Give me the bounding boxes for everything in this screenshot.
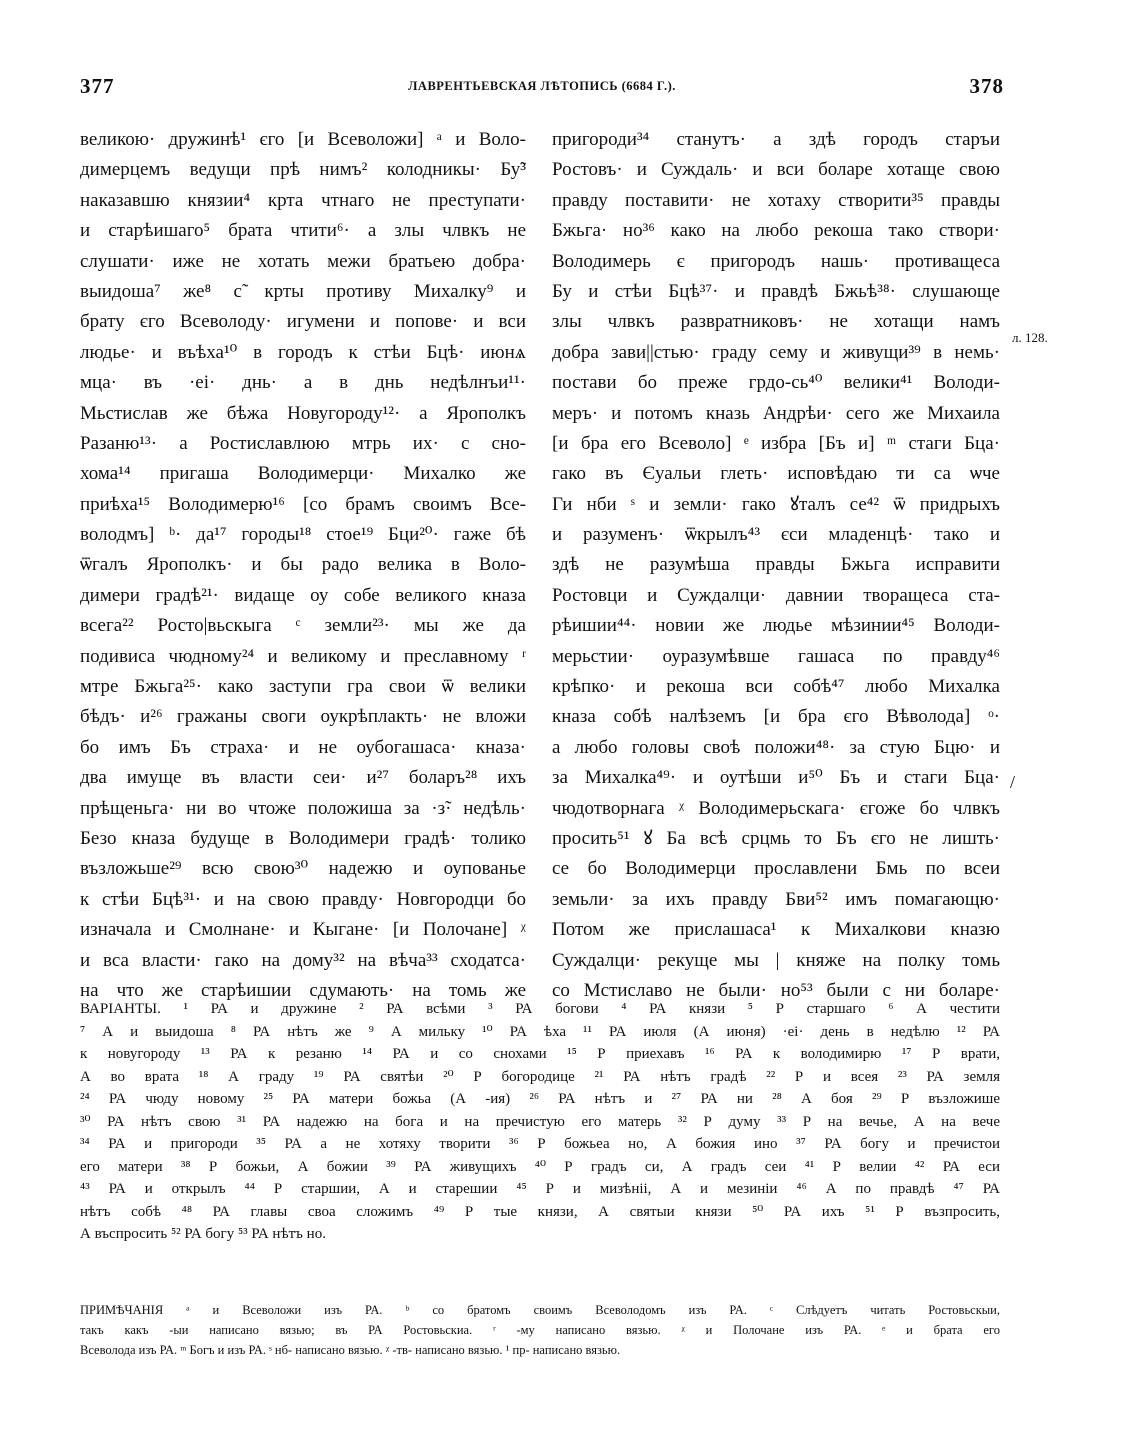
text-line: и вса власти· гако на дому³² на вѣча³³ сходатса· bbox=[80, 949, 526, 971]
text-line: Ростовъ· и Суждаль· и вси боларе хотаще свою bbox=[552, 159, 1000, 181]
text-line: мерьстии· оуразумѣвше гашаса по правду⁴⁶ bbox=[552, 645, 1000, 667]
text-line: меръ· и потомъ кназь Андрѣи· сего же Михаила bbox=[552, 402, 1000, 424]
text-line: наказавшю князии⁴ крта чтнаго не преступати· bbox=[80, 189, 526, 211]
text-line: гако въ Єуальи глеть· исповѣдаю ти са ѡче bbox=[552, 463, 1000, 485]
variant-line: ³⁰ РА нѣтъ свою ³¹ РА надежю на бога и на пречистую его матерь ³² Р думу ³³ Р на вечье, А на вече bbox=[80, 1113, 1000, 1130]
text-line: кназа собѣ налѣземъ [и бра єго Вѣволода] ᵒ· bbox=[552, 706, 1000, 728]
text-line: прѣщеньга· ни во чтоже положиша за ·з̃· недѣль· bbox=[80, 797, 526, 819]
text-line: ѿгалъ Ярополкъ· и бы радо велика в Воло- bbox=[80, 554, 526, 576]
page-number-left: 377 bbox=[80, 74, 115, 98]
text-line: здѣ не разумѣша правды Бжьга исправити bbox=[552, 554, 1000, 576]
text-line: хома¹⁴ пригаша Володимерци· Михалко же bbox=[80, 463, 526, 485]
margin-mark: / bbox=[1010, 772, 1016, 792]
text-line: выидоша⁷ же⁸ с̃ крты противу Михалку⁹ и bbox=[80, 280, 526, 302]
editorial-notes bbox=[80, 1300, 1000, 1360]
text-line: слушати· иже не хотать межи братьею добра· bbox=[80, 250, 526, 272]
right-text-column bbox=[552, 125, 1000, 1006]
text-line: земьли· за ихъ правду Бви⁵² имъ помагающю· bbox=[552, 888, 1000, 910]
text-line: володмъ] ᵇ· да¹⁷ городы¹⁸ стое¹⁹ Бци²⁰· гаже бѣ bbox=[80, 524, 526, 546]
variant-line: А въспросить ⁵² РА богу ⁵³ РА нѣтъ но. bbox=[80, 1226, 326, 1242]
text-line: Бу и стѣи Бцѣ³⁷· и правдѣ Бжьѣ³⁸· слушающе bbox=[552, 280, 1000, 302]
text-line: со Мстиславо не были· но⁵³ были с ни боларе· bbox=[552, 979, 1000, 1001]
text-line: Разаню¹³· а Ростиславлюю мтрь их· с сно- bbox=[80, 432, 526, 454]
text-line: просить⁵¹ ꙋ Ба всѣ срцмь то Бъ єго не лишть· bbox=[552, 827, 1000, 849]
text-line: изначала и Смолнане· и Кыгане· [и Полочане] ᵡ bbox=[80, 919, 526, 941]
text-line: добра зави||стью· граду сему и живущи³⁹ в немь· bbox=[552, 341, 1000, 363]
text-line: подивиса чюдному²⁴ и великому и преславному ʳ bbox=[80, 645, 526, 667]
text-line: к стѣи Бцѣ³¹· и на свою правду· Новгородци бо bbox=[80, 888, 526, 910]
text-line: [и бра его Всеволо] ᵉ избра [Бъ и] ᵐ стаги Бца· bbox=[552, 432, 1000, 454]
text-line: пригороди³⁴ станутъ· а здѣ городъ старъи bbox=[552, 129, 1000, 150]
text-line: се бо Володимерци прославлени Бмь по всеи bbox=[552, 858, 1000, 880]
text-line: мца· въ ·еі· днь· а в днь недѣлнъи¹¹· bbox=[80, 372, 526, 394]
variant-line: ³⁴ РА и пригороди ³⁵ РА а не хотяху творити ³⁶ Р божьеа но, А божия ино ³⁷ РА богу и пречистои bbox=[80, 1136, 1000, 1152]
text-line: димерцемъ ведущи прѣ нимъ² колодникы· Бу̃³ bbox=[80, 159, 526, 181]
text-line: димери градѣ²¹· видаще оу собе великого кназа bbox=[80, 584, 526, 606]
variant-line: ⁷ А и выидоша ⁸ РА нѣтъ же ⁹ А мильку ¹⁰ РА ѣха ¹¹ РА июля (А июня) ·еі· день в недѣлю ¹² РА bbox=[80, 1023, 1000, 1040]
variant-line: А во врата ¹⁸ А граду ¹⁹ РА святѣи ²⁰ Р богородице ²¹ РА нѣтъ градѣ ²² Р и всея ²³ РА земля bbox=[80, 1068, 1000, 1085]
text-line: людье· и въѣха¹⁰ в городъ к стѣи Бцѣ· июнѧ bbox=[80, 341, 526, 363]
text-line: постави бо преже грдо-сь⁴⁰ велики⁴¹ Володи- bbox=[552, 372, 1000, 394]
text-line: злы члвкъ развратниковъ· не хотащи намъ bbox=[552, 311, 1000, 333]
text-line: Володимерь є пригородъ нашь· противащеса bbox=[552, 250, 1000, 272]
text-line: Ги нби ˢ и земли· гако ꙋталъ се⁴² ѿ придрыхъ bbox=[552, 493, 1000, 515]
note-line: такъ какъ -ыи написано вязью; въ РА Ростовьскиа. ʳ -му написано вязью. ᵡ и Полочане изъ РА. ᵉ и брата его bbox=[80, 1323, 1000, 1337]
margin-leaf-note: л. 128. bbox=[1012, 330, 1048, 345]
left-text-column bbox=[80, 125, 526, 1006]
text-line: Суждалци· рекуще мы | княже на полку томь bbox=[552, 949, 1000, 971]
text-line: на что же старѣишии сдумають· на томь же bbox=[80, 979, 526, 1001]
variants-apparatus bbox=[80, 998, 1000, 1246]
text-line: великою· дружинѣ¹ єго [и Всеволожи] ᵃ и Воло- bbox=[80, 129, 526, 150]
text-line: крѣпко· и рекоша вси собѣ⁴⁷ любо Михалка bbox=[552, 676, 1000, 698]
text-line: два имуще въ власти сеи· и²⁷ боларъ²⁸ ихъ bbox=[80, 767, 526, 789]
text-line: Мьстислав же бѣжа Новугороду¹²· а Ярополкъ bbox=[80, 402, 526, 424]
text-line: брату єго Всеволоду· игумени и попове· и вси bbox=[80, 311, 526, 333]
variant-line: к новугороду ¹³ РА к резаню ¹⁴ РА и со снохами ¹⁵ Р приехавъ ¹⁶ РА к володимирю ¹⁷ Р врати, bbox=[80, 1046, 1000, 1062]
page-number-right: 378 bbox=[969, 74, 1004, 98]
text-line: бо имъ Бъ страха· и не оубогашаса· кназа· bbox=[80, 736, 526, 758]
variant-line: ⁴³ РА и открылъ ⁴⁴ Р старшии, А и старешии ⁴⁵ Р и мизѣнiі, А и мезинiи ⁴⁶ А по правдѣ ⁴⁷ РА bbox=[80, 1181, 1000, 1197]
text-line: мтре Бжьга²⁵· како заступи гра свои ѿ велики bbox=[80, 676, 526, 698]
text-line: Безо кназа будуще в Володимери градѣ· толико bbox=[80, 827, 526, 849]
text-line: рѣишии⁴⁴· новии же людье мѣзинии⁴⁵ Володи- bbox=[552, 615, 1000, 637]
page-header bbox=[80, 74, 1004, 104]
text-line: Бжьга· но³⁶ како на любо рекоша тако створи· bbox=[552, 220, 1000, 242]
variant-line: его матери ³⁸ Р божьи, А божии ³⁹ РА живущихъ ⁴⁰ Р градъ си, А градъ сеи ⁴¹ Р велии ⁴² РА еси bbox=[80, 1158, 1000, 1175]
text-line: възложьше²⁹ всю свою³⁰ надежю и оупованье bbox=[80, 858, 526, 880]
text-line: Ростовци и Суждалци· давнии творащеса ста- bbox=[552, 584, 1000, 606]
variant-line: нѣтъ собѣ ⁴⁸ РА главы своа сложимъ ⁴⁹ Р тые князи, А святыи князи ⁵⁰ РА ихъ ⁵¹ Р възпросить, bbox=[80, 1203, 1000, 1220]
text-line: и разуменъ· ѿкрылъ⁴³ єси младенцѣ· тако и bbox=[552, 524, 1000, 546]
text-line: всега²² Росто|вьскыга ᶜ земли²³· мы же да bbox=[80, 615, 526, 637]
text-line: Потом же прислашаса¹ к Михалкови кназю bbox=[552, 919, 1000, 941]
text-line: чюдотворнага ᵡ Володимерьскага· єгоже бо члвкъ bbox=[552, 797, 1000, 819]
note-line: ПРИМѢЧАНІЯ ᵃ и Всеволожи изъ РА. ᵇ со братомъ своимъ Всеволодомъ изъ РА. ᶜ Слѣдуетъ читать Ростовьскыи, bbox=[80, 1303, 1000, 1317]
text-line: бѣдъ· и²⁶ гражаны своги оукрѣплакть· не вложи bbox=[80, 706, 526, 728]
variant-line: ²⁴ РА чюду новому ²⁵ РА матери божьа (А -ия) ²⁶ РА нѣтъ и ²⁷ РА ни ²⁸ А боя ²⁹ Р възложише bbox=[80, 1091, 1000, 1107]
text-line: правду поставити· не хотаху створити³⁵ правды bbox=[552, 189, 1000, 211]
text-line: приѣха¹⁵ Володимерю¹⁶ [со брамъ своимъ Все- bbox=[80, 493, 526, 515]
text-line: и старѣишаго⁵ брата чтити⁶· а злы члвкъ не bbox=[80, 220, 526, 242]
note-line: Всеволода изъ РА. ᵐ Богъ и изъ РА. ˢ нб- написано вязью. ᵡ -тв- написано вязью. ¹ пр- написано вязью. bbox=[80, 1343, 621, 1357]
text-line: а любо головы своѣ положи⁴⁸· за стую Бцю· и bbox=[552, 736, 1000, 758]
text-line: за Михалка⁴⁹· и оутѣши и⁵⁰ Бъ и стаги Бца· bbox=[552, 767, 1000, 789]
running-title: ЛАВРЕНТЬЕВСКАЯ ЛѢТОПИСЬ (6684 Г.). bbox=[408, 79, 676, 93]
variant-line: ВАРІАНТЫ. ¹ РА и дружине ² РА всѣми ³ РА богови ⁴ РА князи ⁵ Р старшаго ⁶ А честити bbox=[80, 1001, 1000, 1017]
